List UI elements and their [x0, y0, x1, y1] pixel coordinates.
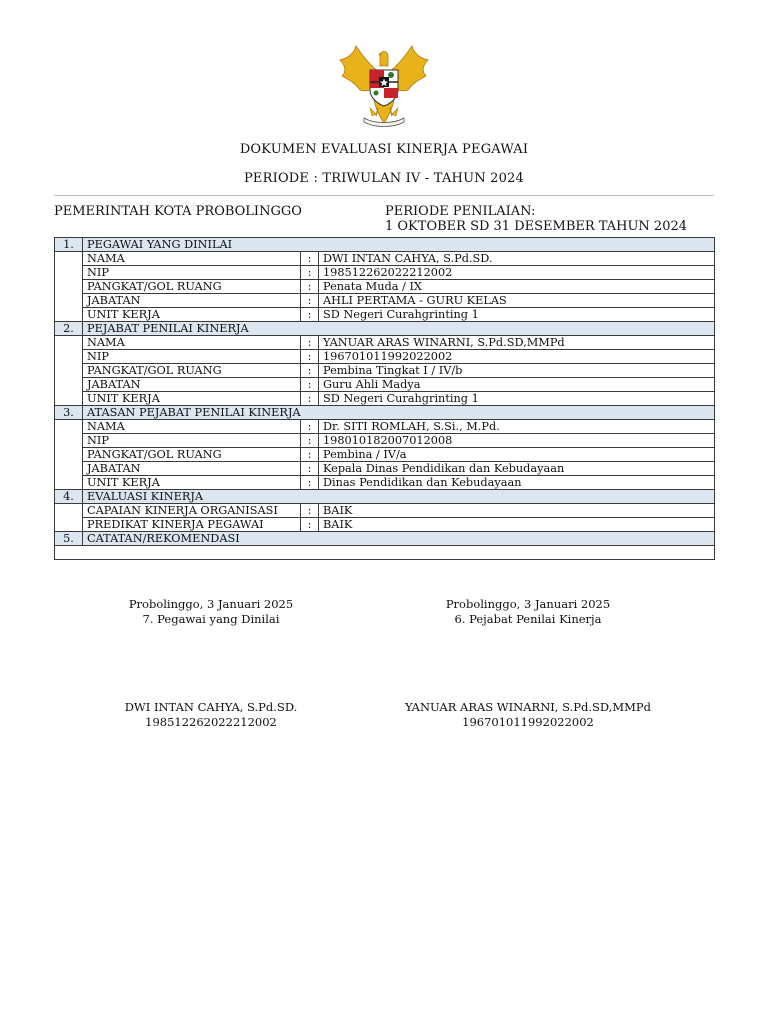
field-value: Penata Muda / IX: [319, 280, 715, 294]
section-number: 4.: [55, 490, 83, 504]
section-title: EVALUASI KINERJA: [83, 490, 715, 504]
table-row: [55, 336, 715, 350]
field-label: UNIT KERJA: [83, 476, 301, 490]
colon-separator: :: [301, 448, 319, 462]
signature-place-date: Probolinggo, 3 Januari 2025: [128, 597, 294, 611]
field-label: NAMA: [83, 336, 301, 350]
document-title: DOKUMEN EVALUASI KINERJA PEGAWAI: [239, 142, 529, 157]
garuda-emblem-icon: [334, 44, 434, 130]
signer-nip: 198512262022212002: [145, 715, 277, 729]
table-row: [55, 350, 715, 364]
notes-row: [55, 546, 715, 560]
signature-right-header: [398, 597, 658, 627]
signer-name: YANUAR ARAS WINARNI, S.Pd.SD,MMPd: [404, 700, 651, 714]
field-label: NAMA: [83, 252, 301, 266]
field-value: BAIK: [319, 504, 715, 518]
field-value: AHLI PERTAMA - GURU KELAS: [319, 294, 715, 308]
table-row: [55, 378, 715, 392]
signature-place-date: Probolinggo, 3 Januari 2025: [445, 597, 611, 611]
field-value: Dr. SITI ROMLAH, S.Si., M.Pd.: [319, 420, 715, 434]
signature-role: 7. Pegawai yang Dinilai: [142, 612, 280, 626]
field-label: JABATAN: [83, 462, 301, 476]
field-label: PREDIKAT KINERJA PEGAWAI: [83, 518, 301, 532]
section-header: [55, 406, 715, 420]
signature-role: 6. Pejabat Penilai Kinerja: [454, 612, 602, 626]
divider: [54, 195, 714, 196]
field-label: UNIT KERJA: [83, 308, 301, 322]
section-title: ATASAN PEJABAT PENILAI KINERJA: [83, 406, 715, 420]
field-label: NIP: [83, 266, 301, 280]
section-header: [55, 238, 715, 252]
table-row: [55, 476, 715, 490]
document-period: PERIODE : TRIWULAN IV - TAHUN 2024: [243, 171, 525, 186]
section-title: CATATAN/REKOMENDASI: [83, 532, 715, 546]
field-value: Guru Ahli Madya: [319, 378, 715, 392]
colon-separator: :: [301, 252, 319, 266]
section-number: 5.: [55, 532, 83, 546]
field-value: YANUAR ARAS WINARNI, S.Pd.SD,MMPd: [319, 336, 715, 350]
colon-separator: :: [301, 350, 319, 364]
evaluation-table: [54, 237, 715, 560]
colon-separator: :: [301, 420, 319, 434]
field-value: 196701011992022002: [319, 350, 715, 364]
colon-separator: :: [301, 392, 319, 406]
field-value: BAIK: [319, 518, 715, 532]
assessment-period-value: 1 OKTOBER SD 31 DESEMBER TAHUN 2024: [385, 219, 688, 234]
signature-right-name-block: [398, 700, 658, 730]
field-value: 198010182007012008: [319, 434, 715, 448]
colon-separator: :: [301, 518, 319, 532]
field-value: Kepala Dinas Pendidikan dan Kebudayaan: [319, 462, 715, 476]
colon-separator: :: [301, 294, 319, 308]
table-row: [55, 420, 715, 434]
signer-name: DWI INTAN CAHYA, S.Pd.SD.: [124, 700, 298, 714]
field-label: NIP: [83, 350, 301, 364]
field-label: JABATAN: [83, 378, 301, 392]
field-value: Pembina Tingkat I / IV/b: [319, 364, 715, 378]
field-label: PANGKAT/GOL RUANG: [83, 448, 301, 462]
colon-separator: :: [301, 280, 319, 294]
colon-separator: :: [301, 434, 319, 448]
field-label: NAMA: [83, 420, 301, 434]
assessment-period-label: PERIODE PENILAIAN:: [385, 204, 536, 219]
government-name: PEMERINTAH KOTA PROBOLINGGO: [54, 204, 302, 219]
colon-separator: :: [301, 504, 319, 518]
colon-separator: :: [301, 476, 319, 490]
field-label: CAPAIAN KINERJA ORGANISASI: [83, 504, 301, 518]
field-value: Dinas Pendidikan dan Kebudayaan: [319, 476, 715, 490]
table-row: [55, 266, 715, 280]
section-number: 2.: [55, 322, 83, 336]
table-row: [55, 392, 715, 406]
field-value: DWI INTAN CAHYA, S.Pd.SD.: [319, 252, 715, 266]
field-value: SD Negeri Curahgrinting 1: [319, 308, 715, 322]
colon-separator: :: [301, 266, 319, 280]
section-title: PEGAWAI YANG DINILAI: [83, 238, 715, 252]
signer-nip: 196701011992022002: [462, 715, 594, 729]
field-label: PANGKAT/GOL RUANG: [83, 280, 301, 294]
field-value: Pembina / IV/a: [319, 448, 715, 462]
field-label: JABATAN: [83, 294, 301, 308]
table-row: [55, 280, 715, 294]
field-label: UNIT KERJA: [83, 392, 301, 406]
signature-left-name-block: [81, 700, 341, 730]
notes-area: [55, 546, 715, 560]
table-row: [55, 518, 715, 532]
signature-left-header: [81, 597, 341, 627]
colon-separator: :: [301, 336, 319, 350]
table-row: [55, 252, 715, 266]
table-row: [55, 434, 715, 448]
field-value: 198512262022212002: [319, 266, 715, 280]
table-row: [55, 364, 715, 378]
section-header: [55, 490, 715, 504]
colon-separator: :: [301, 462, 319, 476]
table-row: [55, 462, 715, 476]
assessment-period: [385, 204, 687, 234]
table-row: [55, 504, 715, 518]
colon-separator: :: [301, 378, 319, 392]
section-title: PEJABAT PENILAI KINERJA: [83, 322, 715, 336]
field-label: PANGKAT/GOL RUANG: [83, 364, 301, 378]
field-value: SD Negeri Curahgrinting 1: [319, 392, 715, 406]
section-header: [55, 322, 715, 336]
table-row: [55, 308, 715, 322]
colon-separator: :: [301, 308, 319, 322]
section-number: 1.: [55, 238, 83, 252]
colon-separator: :: [301, 364, 319, 378]
section-header: [55, 532, 715, 546]
section-number: 3.: [55, 406, 83, 420]
table-row: [55, 448, 715, 462]
field-label: NIP: [83, 434, 301, 448]
table-row: [55, 294, 715, 308]
